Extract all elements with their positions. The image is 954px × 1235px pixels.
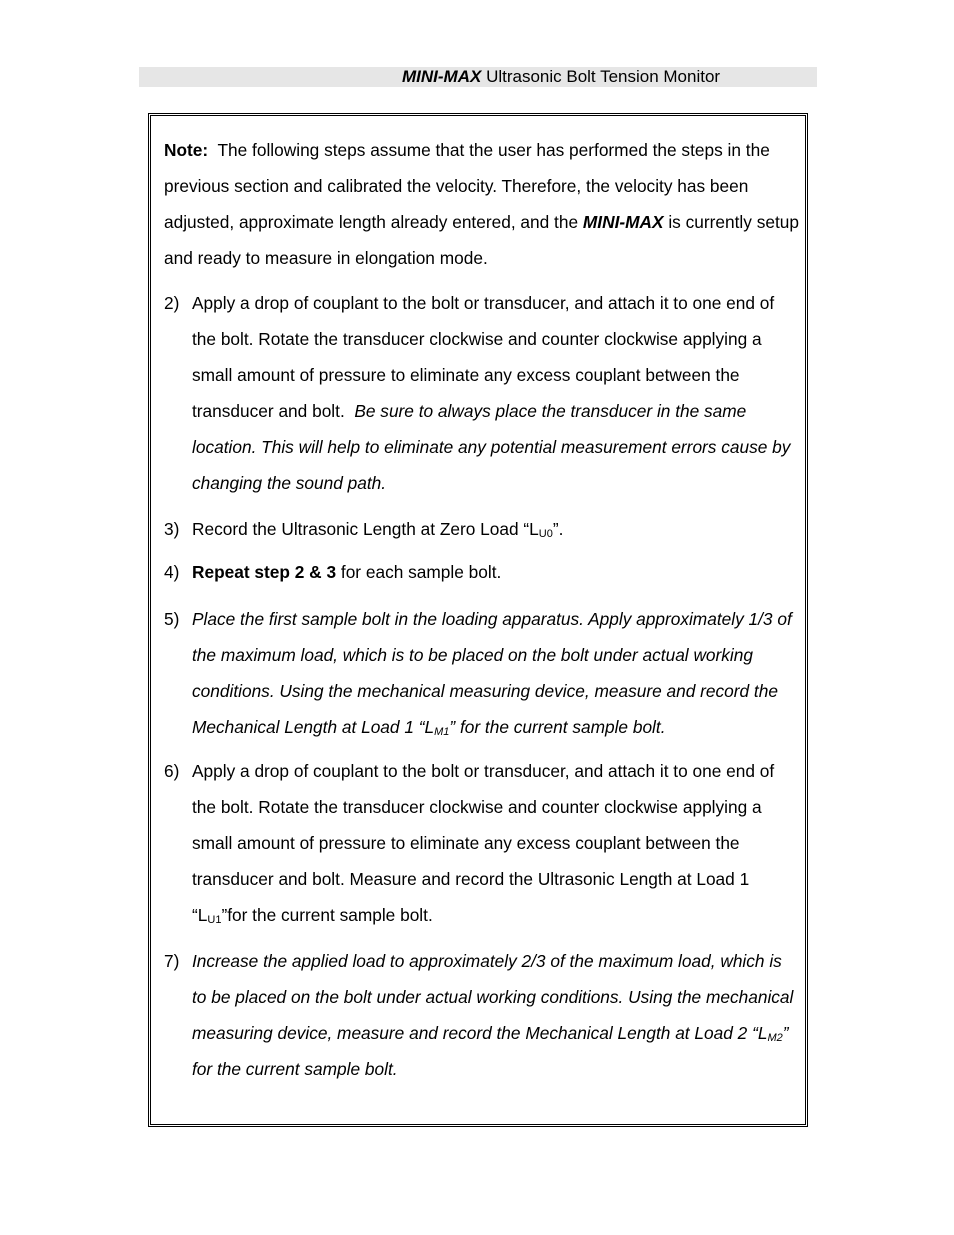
step-2 — [164, 285, 800, 501]
step-text-end: ”for the current sample bolt. — [221, 905, 433, 925]
note-label: Note: — [164, 140, 209, 160]
step-number: 5) — [164, 609, 180, 629]
note-brand: MINI-MAX — [582, 212, 664, 232]
note-paragraph — [164, 132, 800, 276]
instruction-content — [164, 132, 800, 1087]
note-text: The following steps assume that the user has performed the steps in the previous section and calibrated the velocity. Therefore, the velocity has been adjusted, approximate length already entered, and the — [164, 140, 770, 232]
subscript: M2 — [767, 1032, 783, 1044]
header-title — [402, 67, 720, 87]
step-number: 4) — [164, 562, 180, 582]
subscript: U1 — [207, 914, 222, 926]
step-text: Record the Ultrasonic Length at Zero Load “L — [192, 519, 539, 539]
step-number: 6) — [164, 761, 180, 781]
step-text: Apply a drop of couplant to the bolt or transducer, and attach it to one end of the bolt. Rotate the transducer clockwise and counter clockwise applying a small amount of pressure to eliminate any excess couplant between the transducer and bolt. Measure and record the Ultrasonic Length at Load 1 “L — [192, 761, 775, 925]
step-5 — [164, 601, 800, 745]
step-text-end: ” for the current sample bolt. — [192, 1023, 789, 1079]
step-text-end: ”. — [552, 519, 564, 539]
step-4 — [164, 554, 800, 590]
header-brand: MINI-MAX — [402, 67, 482, 86]
step-number: 2) — [164, 293, 180, 313]
subscript: M1 — [434, 726, 450, 738]
step-7 — [164, 943, 800, 1087]
step-text: Place the first sample bolt in the loading apparatus. Apply approximately 1/3 of the maximum load, which is to be placed on the bolt under actual working conditions. Using the mechanical measuring device, measure and record the Mechanical Length at Load 1 “L — [192, 609, 792, 737]
step-number: 7) — [164, 951, 180, 971]
step-text-italic: Be sure to always place the transducer in the same location. This will help to eliminate any potential measurement errors cause by changing the sound path. — [192, 401, 791, 493]
step-3 — [164, 511, 800, 547]
step-text-end: ” for the current sample bolt. — [449, 717, 666, 737]
step-text: Increase the applied load to approximately 2/3 of the maximum load, which is to be placed on the bolt under actual working conditions. Using the mechanical measuring device, measure and record the Mechanical Length at Load 2 “L — [192, 951, 794, 1043]
step-text: Apply a drop of couplant to the bolt or transducer, and attach it to one end of the bolt. Rotate the transducer clockwise and counter clockwise applying a small amount of pressure to eliminate any excess couplant between the transducer and bolt. — [192, 293, 775, 421]
header-subtitle: Ultrasonic Bolt Tension Monitor — [486, 67, 721, 86]
page-header — [139, 67, 817, 87]
note-text-end: is currently setup and ready to measure in elongation mode. — [164, 212, 799, 268]
step-number: 3) — [164, 519, 180, 539]
subscript: U0 — [538, 528, 553, 540]
step-text: for each sample bolt. — [340, 562, 502, 582]
step-6 — [164, 753, 800, 933]
step-text-bold: Repeat step 2 & 3 — [192, 562, 337, 582]
